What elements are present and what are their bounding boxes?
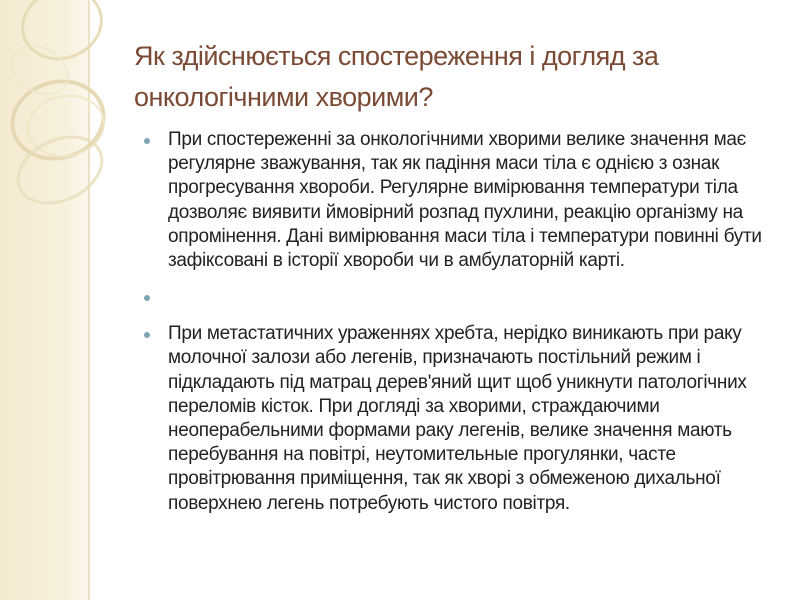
slide-title: Як здійснюється спостереження і догляд за онкологічними хворими? <box>134 41 659 112</box>
bullet-dot-icon <box>144 295 150 301</box>
bullet-list <box>142 128 782 516</box>
bullet-text: При спостереженні за онкологічними хворими велике значення має регулярне зважування, так як падіння маси тіла є однією з ознак прогресування хвороби. Регулярне вимірювання температури тіла дозволяє виявити ймовірний розпад пухлини, реакцію організму на опромінення. Дані вимірювання маси тіла і температури повинні бути зафіксовані в історії хвороби чи в амбулаторній карті. <box>168 129 762 272</box>
bullet-item <box>142 322 782 516</box>
bullet-dot-icon <box>144 138 150 144</box>
decorative-swirl-graphic <box>0 0 140 260</box>
bullet-item <box>142 128 782 273</box>
bullet-item-empty <box>142 285 782 310</box>
bullet-text: При метастатичних ураженнях хребта, нерідко виникають при раку молочної залози або легенів, призначають постільний режим і підкладають під матрац дерев'яний щит щоб уникнути патологічних переломів кісток. При догляді за хворими, страждаючими неоперабельними формами раку легенів, велике значення мають перебування на повітрі, неутомительные прогулянки, часте провітрювання приміщення, так як хворі з обмеженою дихальної поверхнею легень потребують чистого повітря. <box>168 323 747 514</box>
bullet-dot-icon <box>144 332 150 338</box>
